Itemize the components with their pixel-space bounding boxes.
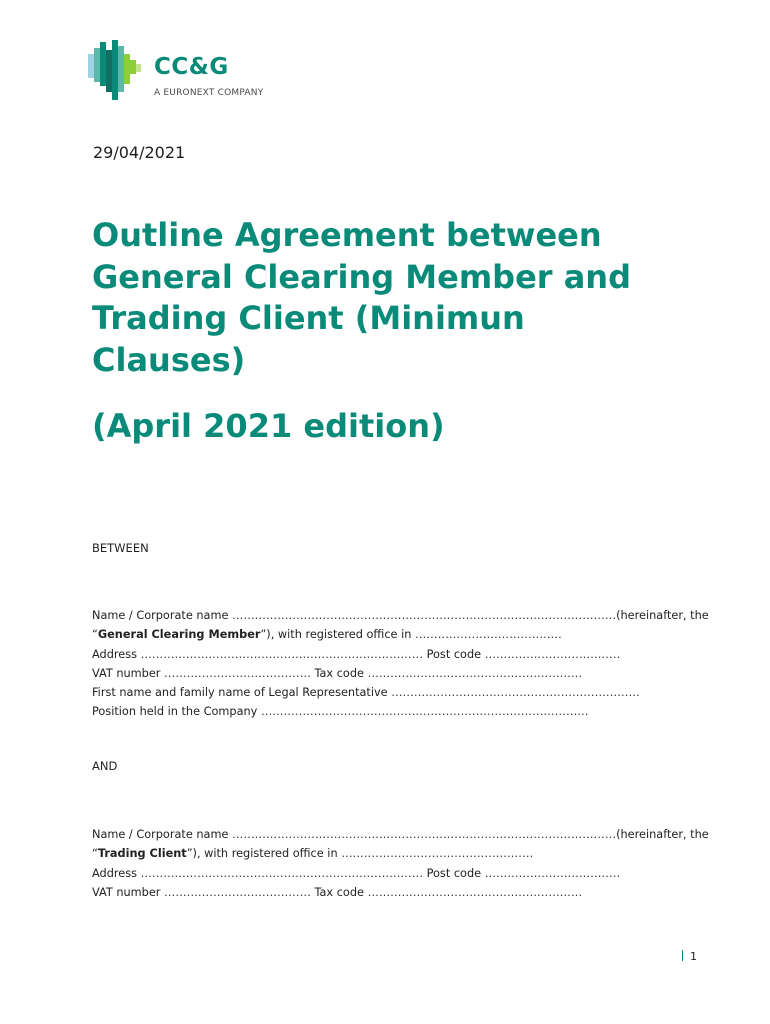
hereinafter-text: (hereinafter, the <box>616 828 709 841</box>
cc-and-g-logo-mark <box>88 40 144 100</box>
tax-label: Tax code <box>314 666 364 680</box>
vat-label: VAT number <box>92 885 161 899</box>
hereinafter-text: (hereinafter, the <box>616 609 709 622</box>
title-line: Trading Client (Minimun <box>92 299 525 337</box>
between-party-fields <box>92 606 709 722</box>
vat-label: VAT number <box>92 666 161 680</box>
representative-dots: ………………………………………………………… <box>391 686 640 700</box>
between-label: BETWEEN <box>92 541 149 555</box>
address-row <box>92 864 674 883</box>
representative-label: First name and family name of Legal Representative <box>92 686 388 700</box>
name-dots: ………………………………………………………………………………………… <box>232 609 617 622</box>
registered-office-label: ”), with registered office in <box>186 847 338 861</box>
document-date: 29/04/2021 <box>93 143 186 162</box>
postcode-label: Post code <box>426 647 482 661</box>
party-row <box>92 844 674 863</box>
and-party-fields <box>92 825 709 902</box>
tax-dots: ………………………………………………… <box>367 885 583 899</box>
name-row <box>92 825 709 844</box>
title-line: General Clearing Member and <box>92 257 631 296</box>
open-quote: “ <box>92 847 98 861</box>
document-title <box>92 215 682 381</box>
party-name: General Clearing Member <box>97 628 261 642</box>
name-label: Name / Corporate name <box>92 828 229 841</box>
title-line: Clauses) <box>92 340 246 379</box>
position-row <box>92 702 674 721</box>
vat-row <box>92 664 674 683</box>
postcode-dots: ……………………………… <box>484 647 621 661</box>
address-label: Address <box>92 647 137 661</box>
company-logo <box>88 40 278 104</box>
page-number-divider <box>682 950 683 961</box>
name-row <box>92 606 709 625</box>
tax-label: Tax code <box>314 885 364 899</box>
logo-subtitle: A EURONEXT COMPANY <box>154 88 264 98</box>
address-label: Address <box>92 866 137 880</box>
vat-dots: ………………………………… <box>164 885 311 899</box>
address-row <box>92 645 674 664</box>
party-row <box>92 625 674 644</box>
address-dots: ………………………………………………………………… <box>140 647 424 661</box>
registered-office-label: ”), with registered office in <box>260 628 412 642</box>
office-dots: ………………………………… <box>414 628 562 642</box>
postcode-dots: ……………………………… <box>484 866 621 880</box>
position-dots: …………………………………………………………………………… <box>260 705 589 719</box>
open-quote: “ <box>92 628 98 642</box>
office-dots: …………………………………………… <box>341 847 534 861</box>
vat-row <box>92 883 674 902</box>
title-line: Outline Agreement between <box>92 216 602 254</box>
position-label: Position held in the Company <box>92 705 258 719</box>
tax-dots: ………………………………………………… <box>367 666 583 680</box>
page-number <box>682 950 697 964</box>
edition-subtitle: (April 2021 edition) <box>92 407 445 445</box>
name-dots: ………………………………………………………………………………………… <box>232 828 617 841</box>
representative-row <box>92 683 674 702</box>
and-label: AND <box>92 759 118 773</box>
postcode-label: Post code <box>426 866 482 880</box>
logo-brand-text: CC&G <box>154 54 229 80</box>
name-label: Name / Corporate name <box>92 609 229 622</box>
address-dots: ………………………………………………………………… <box>140 866 424 880</box>
party-name: Trading Client <box>97 847 187 861</box>
vat-dots: ………………………………… <box>164 666 311 680</box>
page-number-value: 1 <box>690 950 697 963</box>
